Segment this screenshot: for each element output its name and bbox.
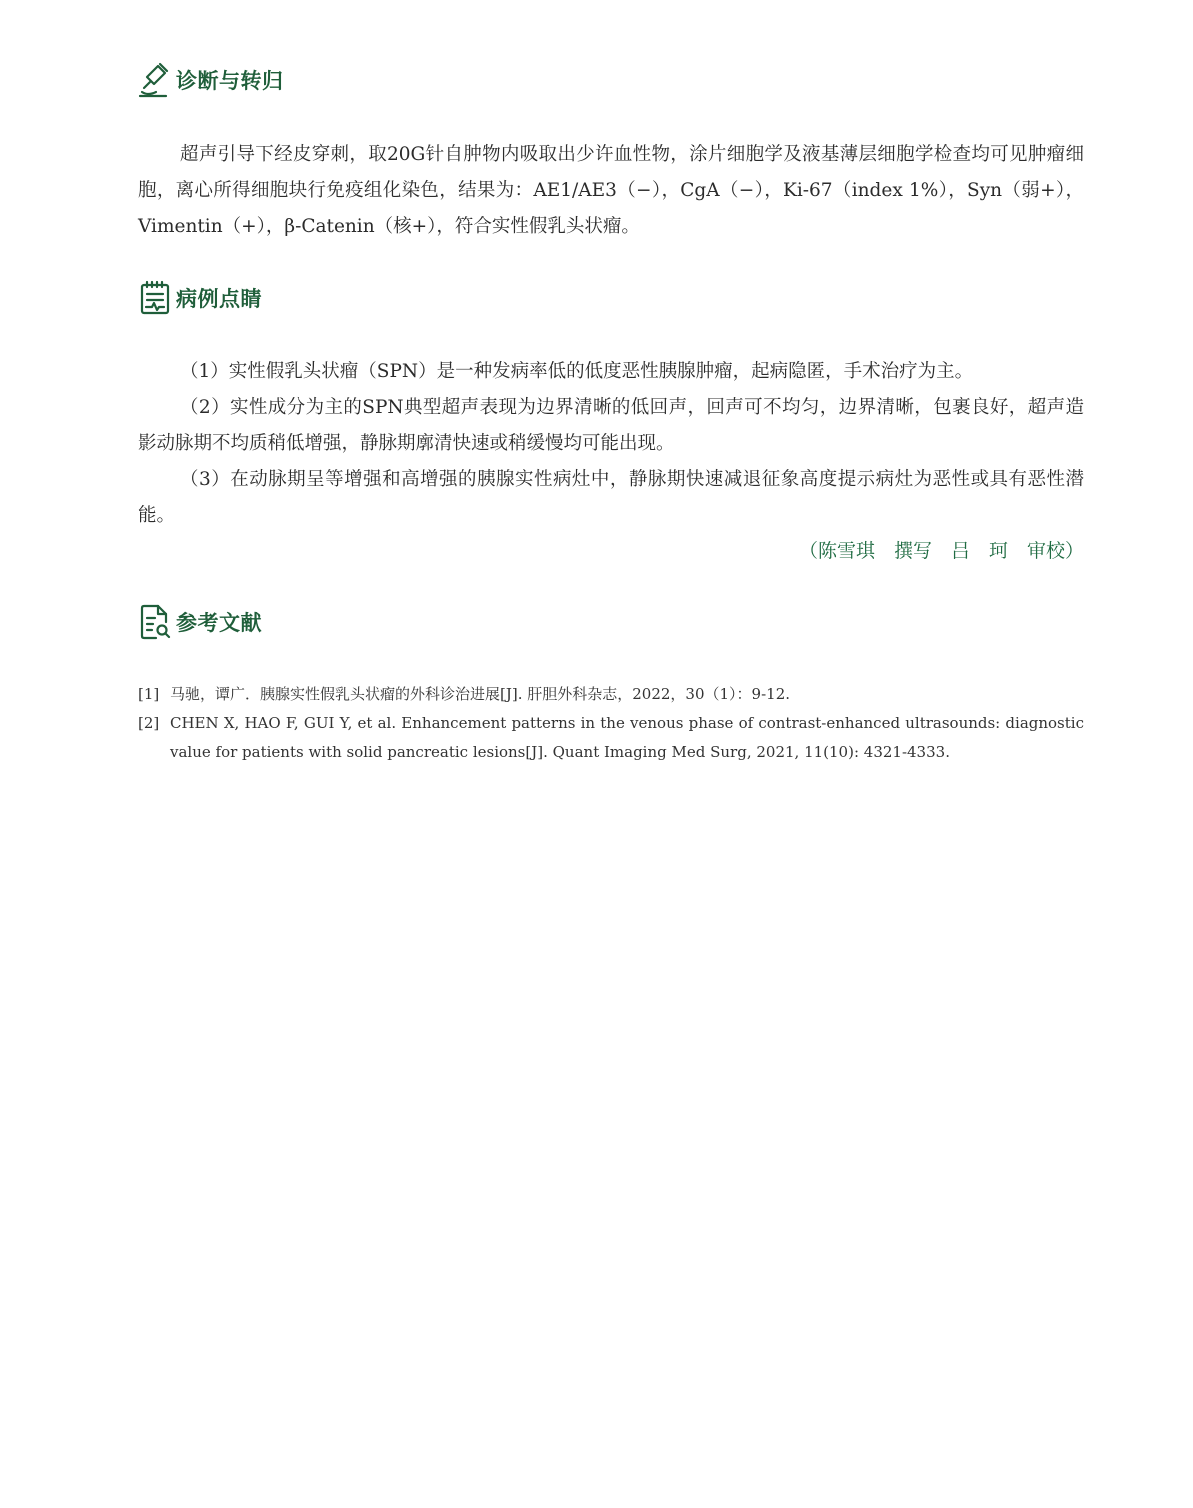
case-point: （1）实性假乳头状瘤（SPN）是一种发病率低的低度恶性胰腺肿瘤，起病隐匿，手术治疗为主。 <box>180 361 974 382</box>
reference-item <box>138 680 1084 709</box>
reference-text: 马驰，谭广．胰腺实性假乳头状瘤的外科诊治进展[J]. 肝胆外科杂志，2022，30（1）：9-12. <box>170 685 791 703</box>
case-points-block <box>138 354 1084 534</box>
reference-number: [2] <box>138 714 160 732</box>
section-heading-case-points <box>138 278 262 318</box>
document-search-icon <box>138 604 172 640</box>
case-point: （2）实性成分为主的SPN典型超声表现为边界清晰的低回声，回声可不均匀，边界清晰，包裹良好，超声造影动脉期不均质稍低增强，静脉期廓清快速或稍缓慢均可能出现。 <box>138 397 1084 454</box>
section-title: 诊断与转归 <box>176 69 284 93</box>
reference-number: [1] <box>138 685 160 703</box>
reference-list <box>138 680 1084 767</box>
section-heading-references <box>138 602 262 642</box>
section-title: 参考文献 <box>176 611 262 635</box>
section-title: 病例点睛 <box>176 287 262 311</box>
section-heading-diagnosis <box>138 60 284 100</box>
author-credit: （陈雪琪 撰写 吕 珂 审校） <box>798 540 1084 562</box>
case-point: （3）在动脉期呈等增强和高增强的胰腺实性病灶中，静脉期快速减退征象高度提示病灶为恶性或具有恶性潜能。 <box>138 469 1084 526</box>
microscope-icon <box>138 62 172 98</box>
reference-text: CHEN X, HAO F, GUI Y, et al. Enhancement patterns in the venous phase of contrast-enhanced ultrasounds: diagnostic value for patients with solid pancreatic lesions[J]. Quant Imaging Med Surg, 2021, 11(10): 4321-4333. <box>170 714 1084 761</box>
diagnosis-paragraph: 超声引导下经皮穿刺，取20G针自肿物内吸取出少许血性物，涂片细胞学及液基薄层细胞学检查均可见肿瘤细胞，离心所得细胞块行免疫组化染色，结果为：AE1/AE3（−），CgA（−），Ki-67（index 1%），Syn（弱+），Vimentin（+），β-Catenin（核+），符合实性假乳头状瘤。 <box>138 144 1084 237</box>
reference-item <box>138 709 1084 767</box>
clipboard-heartbeat-icon <box>138 280 172 316</box>
diagnosis-paragraph-block <box>138 137 1084 245</box>
